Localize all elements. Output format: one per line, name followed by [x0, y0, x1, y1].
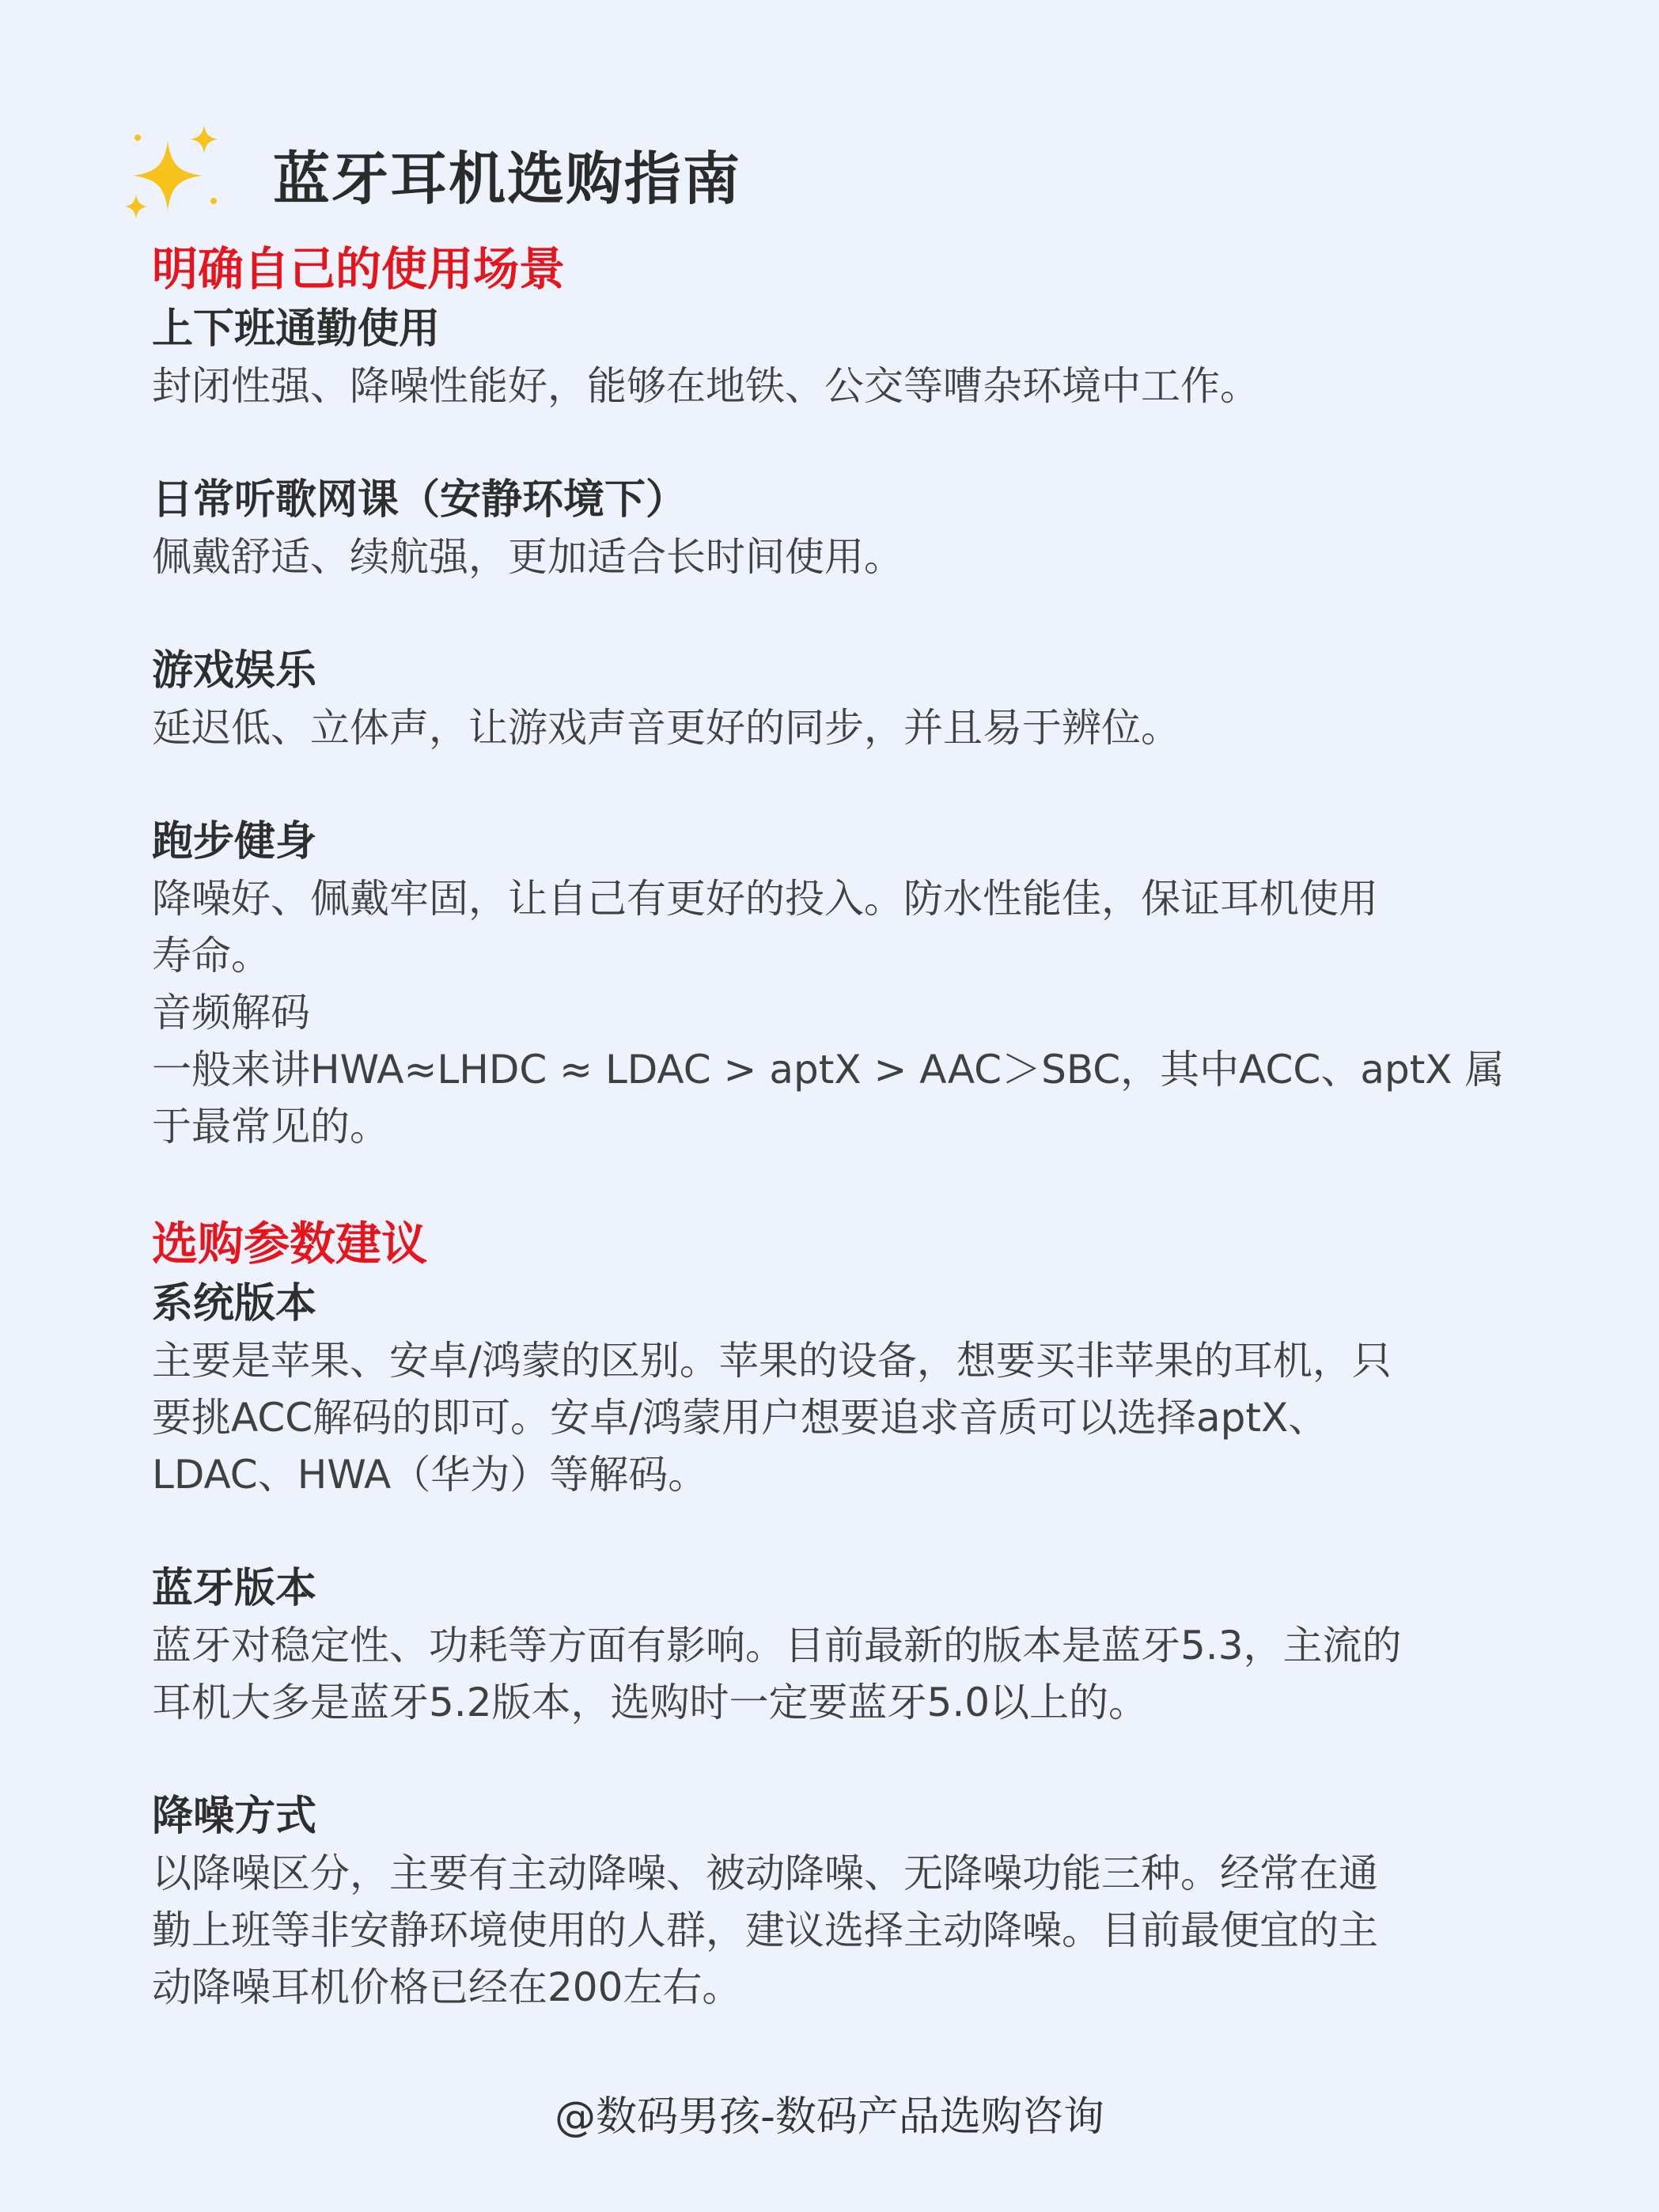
- item-bluetooth-version: [152, 1560, 1513, 1731]
- item-text-line: 勤上班等非安静环境使用的人群，建议选择主动降噪。目前最便宜的主: [152, 1907, 1378, 1953]
- item-commute: [152, 301, 1513, 415]
- item-system-version: [152, 1275, 1513, 1503]
- item-title: 跑步健身: [152, 818, 317, 865]
- item-text-line: 耳机大多是蓝牙5.2版本，选购时一定要蓝牙5.0以上的。: [152, 1680, 1149, 1725]
- spacer: [152, 1155, 1513, 1212]
- page-header: [119, 119, 741, 229]
- item-title: 游戏娱乐: [152, 647, 317, 695]
- item-text-line: 延迟低、立体声，让游戏声音更好的同步，并且易于辨位。: [152, 705, 1180, 751]
- sparkles-icon: [119, 119, 229, 229]
- item-text-line: 要挑ACC解码的即可。安卓/鸿蒙用户想要追求音质可以选择aptX、: [152, 1395, 1328, 1441]
- spacer: [152, 585, 1513, 642]
- item-title: 日常听歌网课（安静环境下）: [152, 476, 687, 524]
- guide-content: [152, 237, 1513, 2016]
- item-text-line: 动降噪耳机价格已经在200左右。: [152, 1964, 742, 2010]
- item-text-line: 寿命。: [152, 933, 271, 979]
- footer-credit: @数码男孩-数码产品选购咨询: [555, 2093, 1104, 2141]
- item-text-line: 于最常见的。: [152, 1104, 389, 1150]
- item-text-line: 蓝牙对稳定性、功耗等方面有影响。目前最新的版本是蓝牙5.3，主流的: [152, 1623, 1402, 1668]
- item-text-line: 降噪好、佩戴牢固，让自己有更好的投入。防水性能佳，保证耳机使用: [152, 876, 1378, 922]
- section-parameter-advice: [152, 1212, 1513, 2016]
- item-running-fitness: [152, 813, 1513, 1155]
- item-text-line: 一般来讲HWA≈LHDC ≈ LDAC > aptX > AAC＞SBC，其中ACC、aptX 属: [152, 1047, 1505, 1093]
- spacer: [152, 1731, 1513, 1788]
- item-daily-listening: [152, 472, 1513, 585]
- spacer: [152, 415, 1513, 472]
- item-title: 系统版本: [152, 1280, 317, 1328]
- section-heading: 选购参数建议: [152, 1217, 428, 1271]
- spacer: [152, 756, 1513, 813]
- item-text-line: LDAC、HWA（华为）等解码。: [152, 1452, 708, 1498]
- item-title: 降噪方式: [152, 1793, 317, 1840]
- section-heading: 明确自己的使用场景: [152, 242, 566, 296]
- item-title: 蓝牙版本: [152, 1565, 317, 1612]
- item-text-line: 佩戴舒适、续航强，更加适合长时间使用。: [152, 534, 903, 580]
- item-text-line: 音频解码: [152, 990, 310, 1036]
- item-text-line: 以降噪区分，主要有主动降噪、被动降噪、无降噪功能三种。经常在通: [152, 1850, 1378, 1896]
- item-title: 上下班通勤使用: [152, 305, 441, 353]
- spacer: [152, 1503, 1513, 1560]
- page-title: 蓝牙耳机选购指南: [273, 146, 742, 212]
- item-text-line: 封闭性强、降噪性能好，能够在地铁、公交等嘈杂环境中工作。: [152, 363, 1259, 409]
- item-gaming: [152, 642, 1513, 756]
- item-text-line: 主要是苹果、安卓/鸿蒙的区别。苹果的设备，想要买非苹果的耳机，只: [152, 1338, 1392, 1384]
- section-usage-scenarios: [152, 237, 1513, 1155]
- item-noise-cancelling: [152, 1788, 1513, 2016]
